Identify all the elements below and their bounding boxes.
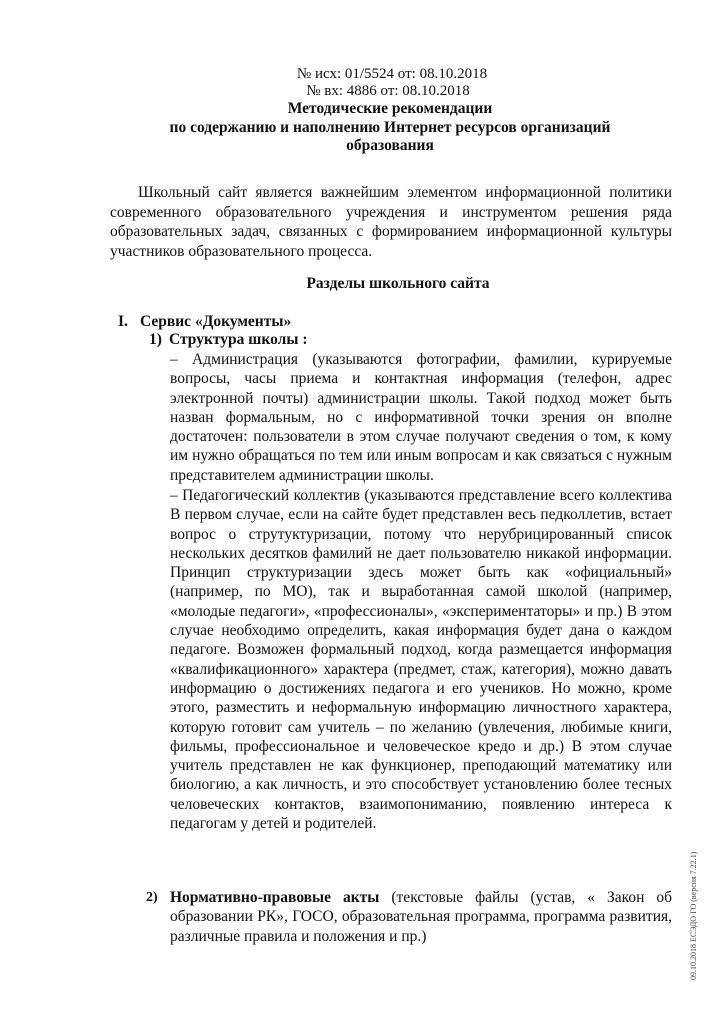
item-2-number: 2) — [146, 890, 158, 905]
side-stamp: 09.10.2018 ЕСЭДО ГО (версия 7.22.1) — [689, 851, 698, 980]
section-1-title: Сервис «Документы» — [140, 313, 292, 330]
item-2-text: (текстовые файлы (устав, « Закон об образовании РК», ГОСО, образовательная программа, программа развития, различные правила и положения и пр.) — [170, 889, 672, 945]
item-1-number: 1) — [149, 331, 162, 348]
title-line-3: образования — [346, 137, 434, 154]
administration-paragraph: – Администрация (указываются фотографии, фамилии, курируемые вопросы, часы приема и контактная информация (телефон, адрес электронной почты) администрации школы. Такой подход может быть назван формальным, но с информативной точки зрения он вполне достаточен: пользователи в этом случае получают сведения о том, к кому им нужно обращаться по тем или иным вопросам и как связаться с нужным представителем администрации школы. — [170, 351, 672, 484]
teaching-staff-paragraph: – Педагогический коллектив (указываются представление всего коллектива В первом случае, если на сайте будет представлен весь педколлетив, встает вопрос о струтуктуризации, потому что нерубрицированный список нескольких десятков фамилий не дает пользователю никакой информации. Принцип структуризации здесь может быть как «официальный» (например, по МО), так и выработанная самой школой (например, «молодые педагоги», «профессионалы», «экспериментаторы» и пр.) В этом случае необходимо определить, какая информация будет дана о каждом педагоге. Возможен формальный подход, когда размещается информация «квалификационного» характера (предмет, стаж, категория), можно давать информацию о достижениях педагога и его учеников. Но можно, кроме этого, разместить и неформальную информацию личностного характера, которую готовит сам учитель – по желанию (увлечения, любимые книги, фильмы, профессиональное и человеческое кредо и др.) В этом случае учитель представлен не как функционер, преподающий математику или биологию, а как личность, и это способствует установлению более тесных человеческих контактов, взаимопониманию, появлению интереса к педагогам у детей и родителей. — [170, 487, 672, 833]
item-1-title: Структура школы : — [169, 331, 308, 348]
registration-block — [0, 66, 724, 100]
incoming-number: № вх: 4886 от: 08.10.2018 — [306, 83, 470, 99]
item-1-heading — [149, 331, 308, 349]
intro-paragraph: Школьный сайт является важнейшим элементом информационной политики современного образовательного учреждения и инструментом решения ряда образовательных задач, связанных с формированием информационной культуры участников образовательного процесса. — [110, 184, 672, 260]
item-2 — [146, 888, 672, 946]
title-line-2: по содержанию и наполнению Интернет ресурсов организаций — [169, 118, 611, 136]
section-1-number: I. — [118, 313, 128, 330]
outgoing-number: № исх: 01/5524 от: 08.10.2018 — [296, 66, 488, 82]
sections-heading: Разделы школьного сайта — [306, 275, 490, 292]
item-2-text-block — [170, 888, 672, 946]
document-title — [60, 100, 720, 156]
item-2-title: Нормативно-правовые акты — [170, 889, 380, 906]
section-1-heading — [118, 313, 291, 331]
title-line-1: Методические рекомендации — [287, 100, 493, 117]
